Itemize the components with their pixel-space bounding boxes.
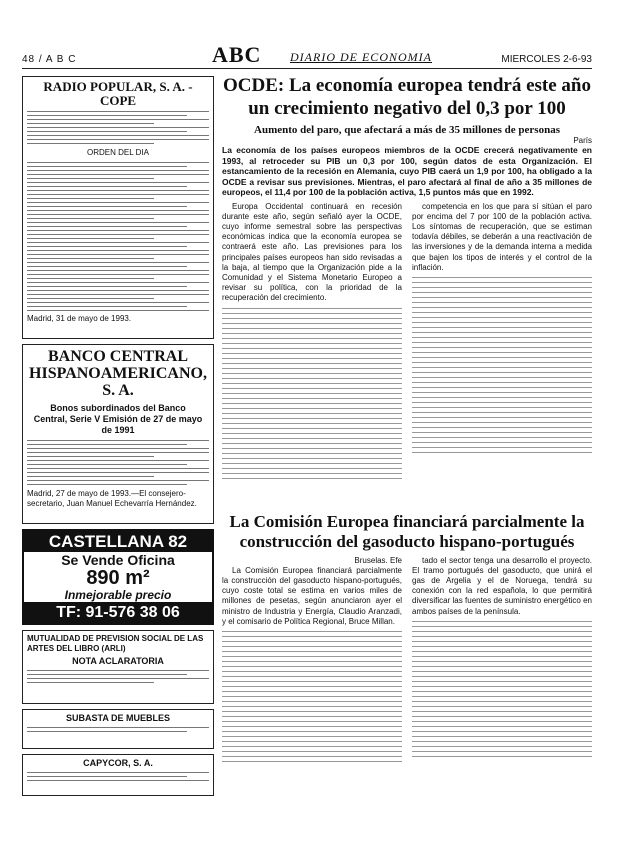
article1-byline: París <box>573 136 592 145</box>
page-header <box>22 42 592 69</box>
castellana-ad <box>22 529 214 625</box>
subasta-title: SUBASTA DE MUEBLES <box>65 713 170 723</box>
article1-subhead: Aumento del paro, que afectará a más de 35 millones de personas <box>254 124 560 136</box>
section-title: DIARIO DE ECONOMIA <box>290 50 432 64</box>
castellana-title: CASTELLANA 82 <box>24 531 212 552</box>
radio-footer: Madrid, 31 de mayo de 1993. <box>27 314 132 323</box>
article1-col1: Europa Occidental continuará en recesión durante este año, según señaló ayer la OCDE, cuyo informe semestral sobre las perspectivas económicas indica que la economía europea se contraerá este año. Las previsiones para los principales países europeos han sido revisadas a la baja, al tiempo que la Organización pide a la Comunidad y el Sistema Monetario Europeo a revisar su política, con la prioridad de la recuperación del crecimiento. <box>222 202 402 483</box>
article1-headline: OCDE: La economía europea tendrá este año un crecimiento negativo del 0,3 por 100 <box>222 75 591 119</box>
radio-title: RADIO POPULAR, S. A. - COPE <box>43 79 193 108</box>
article1-col2: competencia en los que para sí sitúan el paro por encima del 7 por 100 de la población activa. Los síntomas de recuperación, que se estiman todavía débiles, se deberán a una reactivación de las inversiones y de la demanda interna a medida que bajen los tipos de interés y el control de la inflación. <box>412 202 592 457</box>
castellana-line2: Se Vende Oficina <box>61 552 175 568</box>
castellana-phone: TF: 91-576 38 06 <box>24 602 212 623</box>
radio-popular-notice <box>22 76 214 339</box>
main-column <box>222 74 592 816</box>
mutualidad-title: MUTUALIDAD DE PREVISION SOCIAL DE LAS ARTES DEL LIBRO (ARLI) <box>27 634 204 653</box>
bank-signoff: Madrid, 27 de mayo de 1993.—El consejero-secretario, Juan Manuel Echevarría Hernández. <box>27 489 197 508</box>
article2-headline: La Comisión Europea financiará parcialmente la construcción del gasoducto hispano-portugués <box>229 511 585 551</box>
article2-col2: tado el sector tenga una desarrollo el proyecto. El tramo portugués del gasoducto, que unirá el gas de Argelia y el de Noruega, tendrá su conexión con la red española, lo que permitirá diversificar las fuentes de suministro energético en ambos países de la península. <box>412 556 592 761</box>
article1-lead: La economía de los países europeos miembros de la OCDE crecerá negativamente en 1993, al retroceder su PIB un 0,3 por 100, según datos de esta Organización. El estancamiento de la recesión en Alemania, cuyo PIB caerá un 1,9 por 100, ha obligado a la OCDE a revisar sus previsiones. Mientras, el paro afectará al final de año a 35 millones de europeos, el 11,4 por 100 de la población activa, 1,5 puntos más que en 1992. <box>222 145 592 197</box>
article1-body <box>222 202 592 512</box>
bank-name: BANCO CENTRAL HISPANOAMERICANO, S. A. <box>29 348 207 399</box>
issue-date: MIERCOLES 2-6-93 <box>501 54 592 65</box>
page-label: 48 / A B C <box>22 54 77 65</box>
left-column <box>22 76 214 846</box>
castellana-area: 890 m² <box>86 567 150 589</box>
abc-logo: ABC <box>212 42 262 67</box>
banco-central-notice <box>22 344 214 524</box>
bank-bonds: Bonos subordinados del Banco Central, Serie V Emisión de 27 de mayo de 1991 <box>33 403 203 435</box>
radio-subtitle: ORDEN DEL DIA <box>87 148 149 157</box>
capycor-notice <box>22 754 214 796</box>
article2-col1: Bruselas. Efe La Comisión Europea financiará parcialmente la construcción del gasoducto hispano-portugués, cuyo coste total se estima en varios miles de millones de pesetas, según anunciaron ayer el ministro de Industria y Energía, Claudio Aranzadi, y el comisario de Política Regional, Bruce Millan. <box>222 556 402 766</box>
capycor-title: CAPYCOR, S. A. <box>83 758 153 768</box>
subasta-notice <box>22 709 214 749</box>
article2-byline: Bruselas. Efe <box>354 555 402 565</box>
castellana-price: Inmejorable precio <box>64 588 172 602</box>
mutualidad-notice <box>22 630 214 704</box>
article2-body <box>222 556 592 816</box>
mutualidad-sub: NOTA ACLARATORIA <box>72 656 164 666</box>
